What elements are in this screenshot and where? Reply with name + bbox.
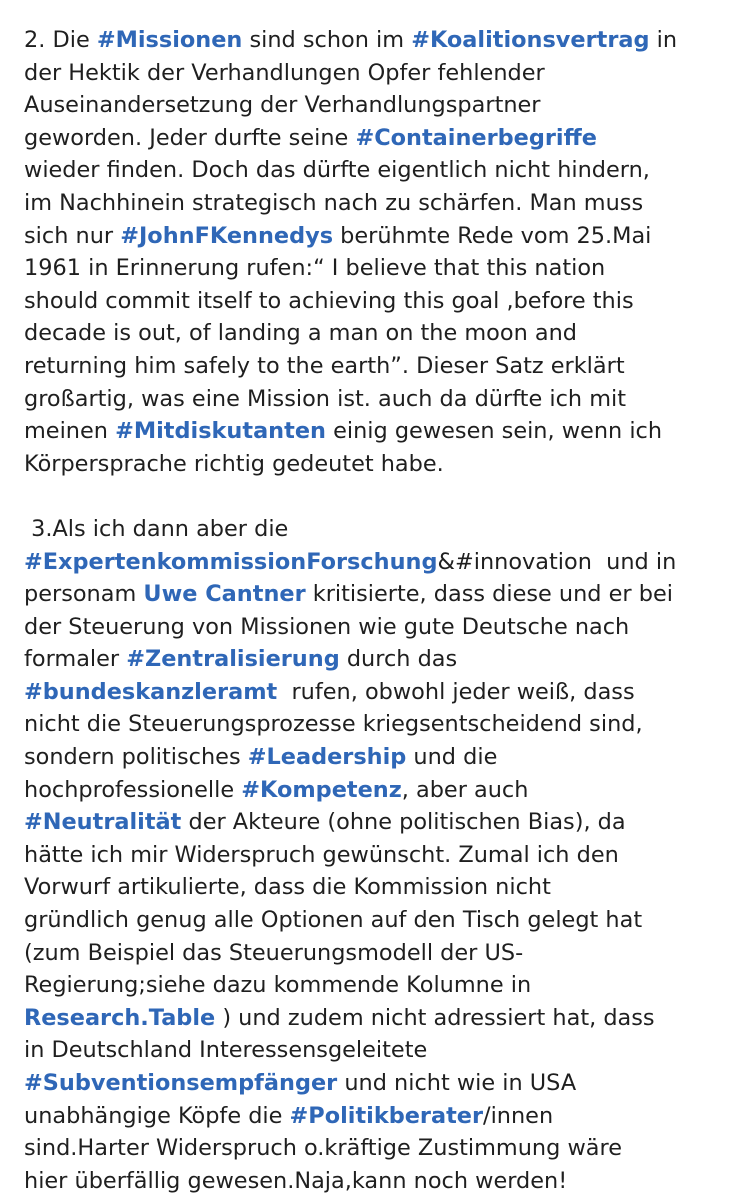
hashtag-link[interactable]: #Mitdiskutanten (115, 418, 326, 445)
text-line (24, 1100, 729, 1133)
body-text: Körpersprache richtig gedeutet habe. (24, 450, 444, 477)
text-line (24, 220, 729, 253)
hashtag-link[interactable]: #Koalitionsvertrag (411, 27, 650, 53)
hashtag-link[interactable]: #Politikberater (289, 1102, 484, 1129)
text-line (24, 969, 729, 1002)
body-text: (zum Beispiel das Steuerungsmodell der US- (24, 939, 524, 966)
body-text: unabhängige Köpfe die (24, 1102, 290, 1129)
body-text: gründlich genug alle Optionen auf den Tisch gelegt hat (24, 907, 643, 934)
body-text: rufen, obwohl jeder weiß, dass (277, 678, 635, 705)
body-text: der Hektik der Verhandlungen Opfer fehlender (24, 59, 545, 86)
text-line (24, 154, 729, 187)
body-text: , aber auch (401, 776, 529, 803)
body-text: decade is out, of landing a man on the moon and (24, 320, 578, 347)
text-line (24, 676, 729, 709)
body-text: in (649, 27, 678, 53)
text-line (24, 1067, 729, 1100)
hashtag-link[interactable]: #Kompetenz (241, 776, 402, 803)
text-line (24, 611, 729, 644)
body-text: hätte ich mir Widerspruch gewünscht. Zumal ich den (24, 841, 619, 868)
body-text: einig gewesen sein, wenn ich (325, 418, 663, 445)
body-text: wieder finden. Doch das dürfte eigentlich nicht hindern, (24, 157, 650, 184)
body-text: durch das (339, 646, 458, 673)
text-line (24, 513, 729, 546)
hashtag-link[interactable]: #Leadership (247, 744, 407, 771)
body-text: 1961 in Erinnerung rufen:“ I believe that this nation (24, 255, 606, 282)
body-text: 2. Die (24, 27, 97, 53)
text-line (24, 806, 729, 839)
text-line (24, 904, 729, 937)
body-text: und die (406, 744, 498, 771)
hashtag-link[interactable]: #Subventionsempfänger (24, 1070, 338, 1096)
body-text: meinen (24, 418, 116, 445)
text-line (24, 57, 729, 90)
body-text: Vorwurf artikulierte, dass die Kommission nicht (24, 874, 551, 901)
body-text: in Deutschland Interessensgeleitete (24, 1037, 428, 1064)
body-text: und nicht wie in USA (337, 1070, 577, 1096)
hashtag-link[interactable]: Research.Table (24, 1004, 216, 1031)
text-line (24, 415, 729, 448)
body-text: 3.Als ich dann aber die (24, 515, 289, 542)
body-text: returning him safely to the earth”. Dieser Satz erklärt (24, 352, 625, 379)
text-line (24, 839, 729, 872)
text-line (24, 937, 729, 970)
text-line (24, 1165, 729, 1198)
hashtag-link[interactable]: #JohnFKennedys (120, 222, 334, 249)
body-text: sind schon im (242, 27, 412, 53)
body-text: personam (24, 581, 144, 608)
body-text: kritisierte, dass diese und er bei (305, 581, 673, 608)
text-line (24, 317, 729, 350)
paragraph-gap (24, 480, 729, 513)
text-line (24, 1034, 729, 1067)
text-line (24, 578, 729, 611)
hashtag-link[interactable]: #Neutralität (24, 809, 182, 836)
paragraph (24, 513, 729, 1197)
body-text: sind.Harter Widerspruch o.kräftige Zustimmung wäre (24, 1135, 622, 1162)
text-line (24, 122, 729, 155)
text-line (24, 708, 729, 741)
hashtag-link[interactable]: #Zentralisierung (126, 646, 340, 673)
body-text: Auseinandersetzung der Verhandlungspartner (24, 92, 541, 119)
text-line (24, 1132, 729, 1165)
body-text: der Akteure (ohne politischen Bias), da (181, 809, 626, 836)
body-text: sich nur (24, 222, 121, 249)
text-line (24, 871, 729, 904)
body-text: geworden. Jeder durfte seine (24, 124, 356, 151)
hashtag-link[interactable]: #bundeskanzleramt (24, 678, 278, 705)
body-text: formaler (24, 646, 127, 673)
body-text: hier überfällig gewesen.Naja,kann noch werden! (24, 1167, 568, 1194)
text-line (24, 89, 729, 122)
text-line (24, 741, 729, 774)
post-text (24, 24, 729, 1197)
body-text: &#innovation und in (437, 548, 677, 575)
text-line (24, 448, 729, 481)
hashtag-link[interactable]: #ExpertenkommissionForschung (24, 548, 438, 575)
body-text: großartig, was eine Mission ist. auch da dürfte ich mit (24, 385, 626, 412)
hashtag-link[interactable]: #Containerbegriffe (355, 124, 597, 151)
hashtag-link[interactable]: #Missionen (96, 27, 243, 53)
body-text: should commit itself to achieving this goal ,before this (24, 287, 634, 314)
body-text: nicht die Steuerungsprozesse kriegsentscheidend sind, (24, 711, 643, 738)
text-line (24, 774, 729, 807)
body-text: der Steuerung von Missionen wie gute Deutsche nach (24, 613, 630, 640)
text-line (24, 187, 729, 220)
text-line (24, 252, 729, 285)
body-text: Regierung;siehe dazu kommende Kolumne in (24, 972, 532, 999)
hashtag-link[interactable]: Uwe Cantner (143, 581, 306, 608)
text-line (24, 24, 729, 57)
body-text: /innen (483, 1102, 554, 1129)
body-text: im Nachhinein strategisch nach zu schärfen. Man muss (24, 189, 644, 216)
body-text: berühmte Rede vom 25.Mai (333, 222, 652, 249)
text-line (24, 643, 729, 676)
body-text: hochprofessionelle (24, 776, 242, 803)
text-line (24, 1002, 729, 1035)
paragraph (24, 24, 729, 480)
text-line (24, 383, 729, 416)
text-line (24, 285, 729, 318)
text-line (24, 546, 729, 579)
text-line (24, 350, 729, 383)
body-text: sondern politisches (24, 744, 248, 771)
body-text: ) und zudem nicht adressiert hat, dass (215, 1004, 655, 1031)
